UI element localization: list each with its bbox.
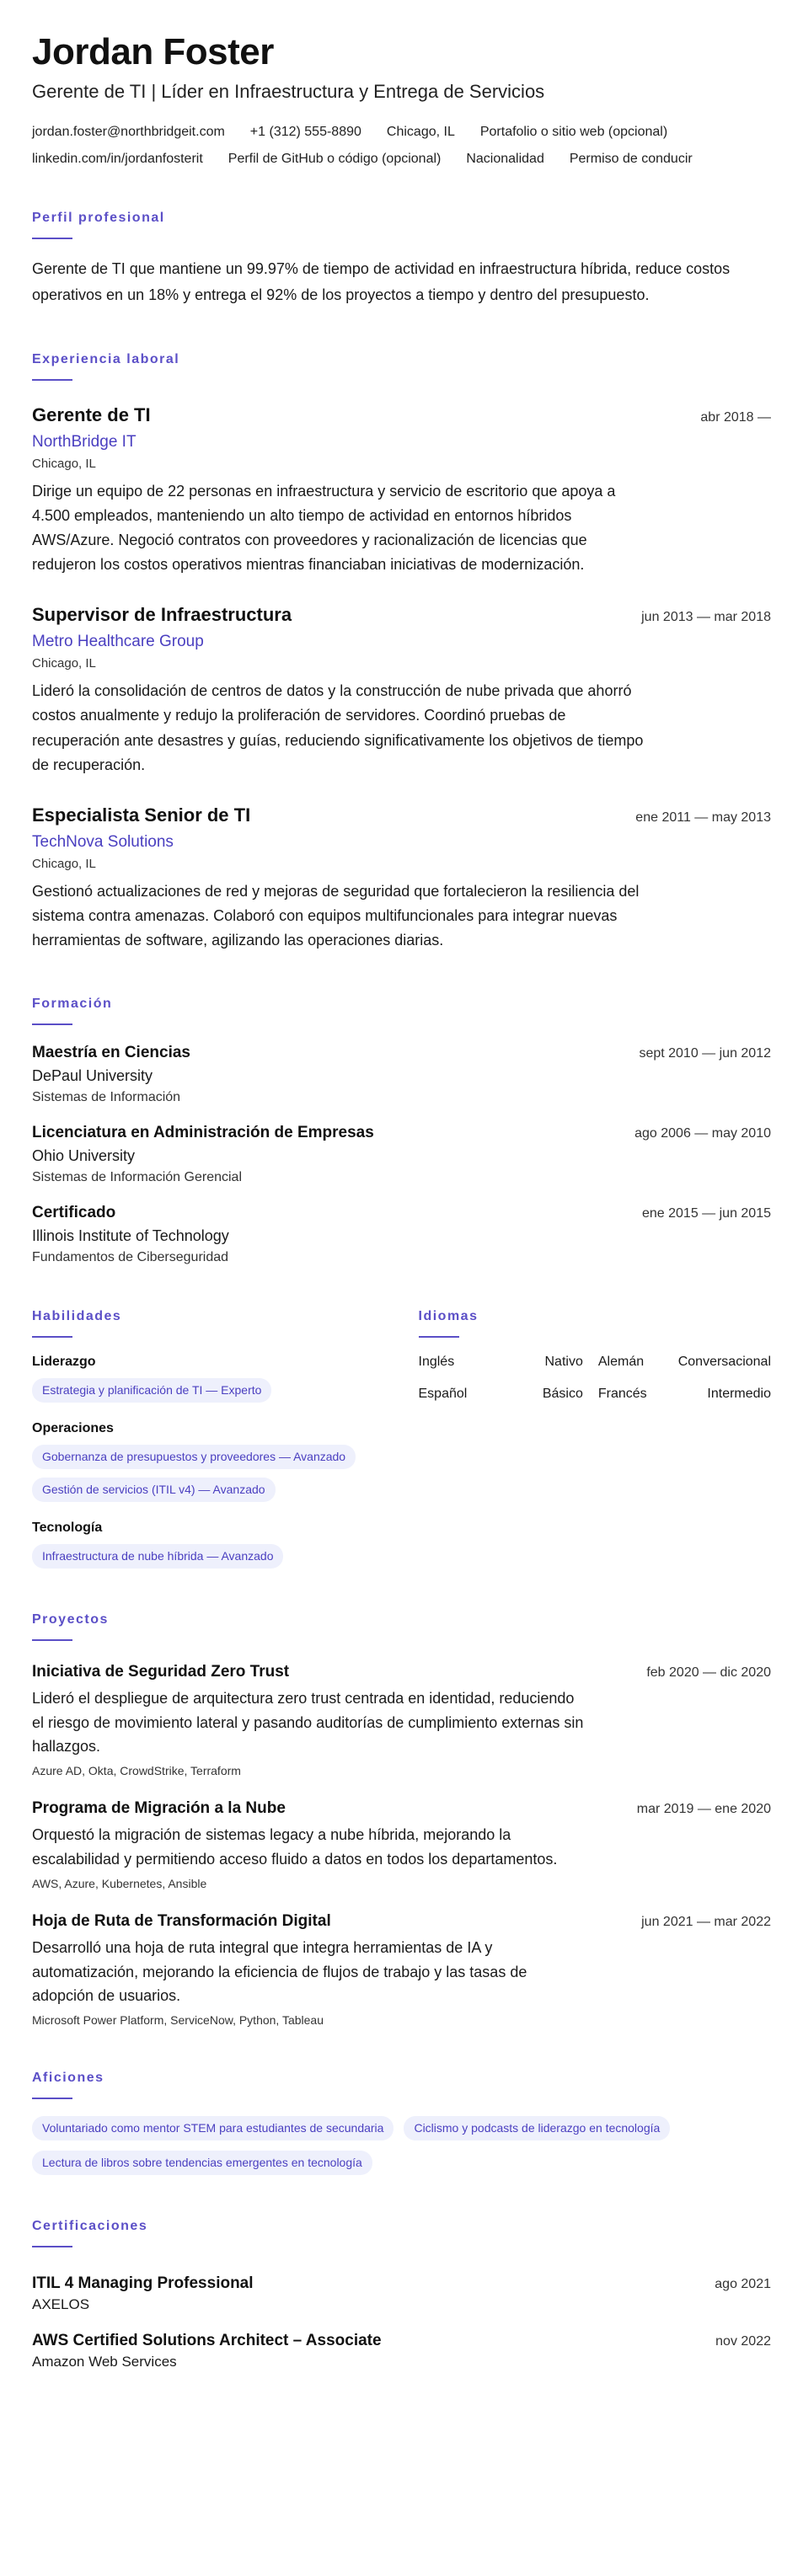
contact-email[interactable]: jordan.foster@northbridgeit.com <box>32 125 225 140</box>
job-dates: jun 2013 — mar 2018 <box>641 610 771 625</box>
education-dates: ago 2006 — may 2010 <box>634 1126 771 1141</box>
hobby-chip: Ciclismo y podcasts de liderazgo en tecnología <box>404 2116 670 2140</box>
profile-section <box>32 211 771 307</box>
education-entry <box>32 1044 771 1105</box>
job-entry <box>32 604 771 778</box>
project-dates: jun 2021 — mar 2022 <box>641 1914 771 1929</box>
job-description: Lideró la consolidación de centros de datos y la construcción de nube privada que ahorró costos anualmente y redujo la proliferación de servidores. Coordinó pruebas de recuperación ante desastres y guías, reduciendo significativamente los objetivos de tiempo de recuperación. <box>32 682 644 773</box>
hobby-chip: Voluntariado como mentor STEM para estudiantes de secundaria <box>32 2116 393 2140</box>
education-field: Sistemas de Información Gerencial <box>32 1170 242 1185</box>
project-entry <box>32 1799 771 1890</box>
education-school: Illinois Institute of Technology <box>32 1227 229 1245</box>
job-location: Chicago, IL <box>32 656 96 671</box>
section-divider <box>419 1336 459 1338</box>
language-name: Inglés <box>418 1355 455 1370</box>
education-entry <box>32 1204 771 1265</box>
section-title: Aficiones <box>32 2071 104 2086</box>
job-title: Especialista Senior de TI <box>32 804 251 826</box>
skill-chip: Infraestructura de nube híbrida — Avanzado <box>32 1544 283 1569</box>
language-grid <box>419 1355 772 1402</box>
project-entry <box>32 1912 771 2027</box>
certification-title: AWS Certified Solutions Architect – Associate <box>32 2332 382 2350</box>
section-title: Experiencia laboral <box>32 351 180 366</box>
job-title: Gerente de TI <box>32 404 151 425</box>
job-company: Metro Healthcare Group <box>32 633 204 651</box>
education-degree: Maestría en Ciencias <box>32 1044 190 1062</box>
certification-issuer: AXELOS <box>32 2296 90 2313</box>
job-location: Chicago, IL <box>32 856 96 871</box>
project-description: Orquestó la migración de sistemas legacy a nube híbrida, mejorando la escalabilidad y permitiendo acceso fluido a datos en todos los departamentos. <box>32 1826 558 1868</box>
language-level: Conversacional <box>677 1355 771 1370</box>
section-title: Proyectos <box>32 1611 109 1627</box>
job-company: NorthBridge IT <box>32 432 137 451</box>
certification-date: ago 2021 <box>715 2277 771 2292</box>
education-entry <box>32 1124 771 1185</box>
contact-phone[interactable]: +1 (312) 555-8890 <box>249 125 361 140</box>
job-dates: ene 2011 — may 2013 <box>635 810 771 825</box>
project-technologies: Azure AD, Okta, CrowdStrike, Terraform <box>32 1764 241 1778</box>
section-divider <box>32 238 72 239</box>
project-technologies: Microsoft Power Platform, ServiceNow, Python, Tableau <box>32 2013 324 2028</box>
job-company: TechNova Solutions <box>32 832 174 851</box>
skills-languages-row <box>32 1309 771 1569</box>
section-title: Habilidades <box>32 1309 122 1324</box>
skill-category: Liderazgo <box>32 1355 96 1370</box>
section-title: Idiomas <box>418 1309 479 1324</box>
skill-chip: Gobernanza de presupuestos y proveedores — Avanzado <box>32 1445 356 1469</box>
certification-date: nov 2022 <box>715 2334 771 2349</box>
section-divider <box>32 1639 72 1641</box>
job-entry <box>32 404 771 578</box>
profile-summary: Gerente de TI que mantiene un 99.97% de tiempo de actividad en infraestructura híbrida, reduce costos operativos en un 18% y entrega el 92% de los proyectos a tiempo y dentro del presupuesto. <box>32 260 731 303</box>
certification-entry <box>32 2274 771 2313</box>
language-level: Intermedio <box>707 1387 771 1402</box>
languages-section <box>419 1309 772 1569</box>
section-divider <box>32 2098 72 2099</box>
language-name: Francés <box>597 1387 647 1402</box>
education-school: Ohio University <box>32 1147 136 1165</box>
skill-category: Operaciones <box>32 1421 114 1436</box>
project-title: Iniciativa de Seguridad Zero Trust <box>32 1662 290 1681</box>
section-title: Formación <box>32 997 113 1012</box>
contact-nationality: Nacionalidad <box>466 152 544 167</box>
certification-entry <box>32 2332 771 2370</box>
job-dates: abr 2018 — <box>700 409 771 425</box>
section-divider <box>32 1336 72 1338</box>
language-level: Nativo <box>544 1355 583 1370</box>
job-entry <box>32 804 771 953</box>
section-title: Certificaciones <box>32 2219 148 2234</box>
education-degree: Certificado <box>32 1204 116 1222</box>
job-title: Supervisor de Infraestructura <box>32 604 292 626</box>
language-name: Español <box>418 1387 468 1402</box>
education-degree: Licenciatura en Administración de Empresas <box>32 1124 374 1142</box>
project-dates: mar 2019 — ene 2020 <box>636 1802 771 1817</box>
language-level: Básico <box>542 1387 583 1402</box>
education-field: Fundamentos de Ciberseguridad <box>32 1250 229 1265</box>
job-location: Chicago, IL <box>32 456 96 471</box>
certification-issuer: Amazon Web Services <box>32 2354 177 2370</box>
education-section <box>32 997 771 1265</box>
project-dates: feb 2020 — dic 2020 <box>646 1665 771 1680</box>
section-divider <box>32 1023 72 1025</box>
contact-list <box>32 125 771 167</box>
contact-linkedin[interactable]: linkedin.com/in/jordanfosterit <box>32 152 203 167</box>
certification-title: ITIL 4 Managing Professional <box>32 2274 254 2293</box>
section-divider <box>32 2246 72 2247</box>
contact-portfolio[interactable]: Portafolio o sitio web (opcional) <box>479 125 668 140</box>
section-title: Perfil profesional <box>32 211 165 226</box>
candidate-headline: Gerente de TI | Líder en Infraestructura y Entrega de Servicios <box>32 81 545 103</box>
hobbies-section <box>32 2071 771 2175</box>
project-description: Desarrolló una hoja de ruta integral que integra herramientas de IA y automatización, mejorando la eficiencia de flujos de trabajo y las tasas de adopción de usuarios. <box>32 1938 527 2005</box>
job-description: Dirige un equipo de 22 personas en infraestructura y servicio de escritorio que apoya a 4.500 empleados, manteniendo un alto tiempo de actividad en entornos híbridos AWS/Azure. Negoció contratos con proveedores y racionalización de licencias que redujeron los costos operativos mientras financiaban iniciativas de modernización. <box>32 482 616 574</box>
job-description: Gestionó actualizaciones de red y mejoras de seguridad que fortalecieron la resiliencia del sistema contra amenazas. Colaboró con equipos multifuncionales para integrar nuevas herramientas de software, agilizando las operaciones diarias. <box>32 882 640 949</box>
project-title: Programa de Migración a la Nube <box>32 1799 286 1818</box>
skill-chip: Gestión de servicios (ITIL v4) — Avanzado <box>32 1478 276 1502</box>
hobby-chip: Lectura de libros sobre tendencias emergentes en tecnología <box>32 2151 372 2175</box>
skill-category: Tecnología <box>32 1520 103 1535</box>
education-dates: sept 2010 — jun 2012 <box>639 1046 771 1061</box>
education-dates: ene 2015 — jun 2015 <box>641 1206 771 1221</box>
education-school: DePaul University <box>32 1067 153 1085</box>
project-technologies: AWS, Azure, Kubernetes, Ansible <box>32 1876 207 1890</box>
education-field: Sistemas de Información <box>32 1090 181 1105</box>
project-entry <box>32 1663 771 1777</box>
section-divider <box>32 379 72 381</box>
certifications-section <box>32 2219 771 2370</box>
project-title: Hoja de Ruta de Transformación Digital <box>32 1911 331 1930</box>
projects-section <box>32 1612 771 2027</box>
project-description: Lideró el despliegue de arquitectura zero trust centrada en identidad, reduciendo el riesgo de movimiento lateral y pasando auditorías de cumplimiento externas sin hallazgos. <box>32 1689 584 1756</box>
experience-section <box>32 352 771 954</box>
language-name: Alemán <box>597 1355 645 1370</box>
contact-github[interactable]: Perfil de GitHub o código (opcional) <box>228 152 442 167</box>
candidate-name: Jordan Foster <box>32 31 274 72</box>
contact-driving-license: Permiso de conducir <box>569 152 693 167</box>
skills-section <box>32 1309 385 1569</box>
skill-chip: Estrategia y planificación de TI — Experto <box>32 1378 271 1403</box>
contact-location: Chicago, IL <box>386 125 455 140</box>
